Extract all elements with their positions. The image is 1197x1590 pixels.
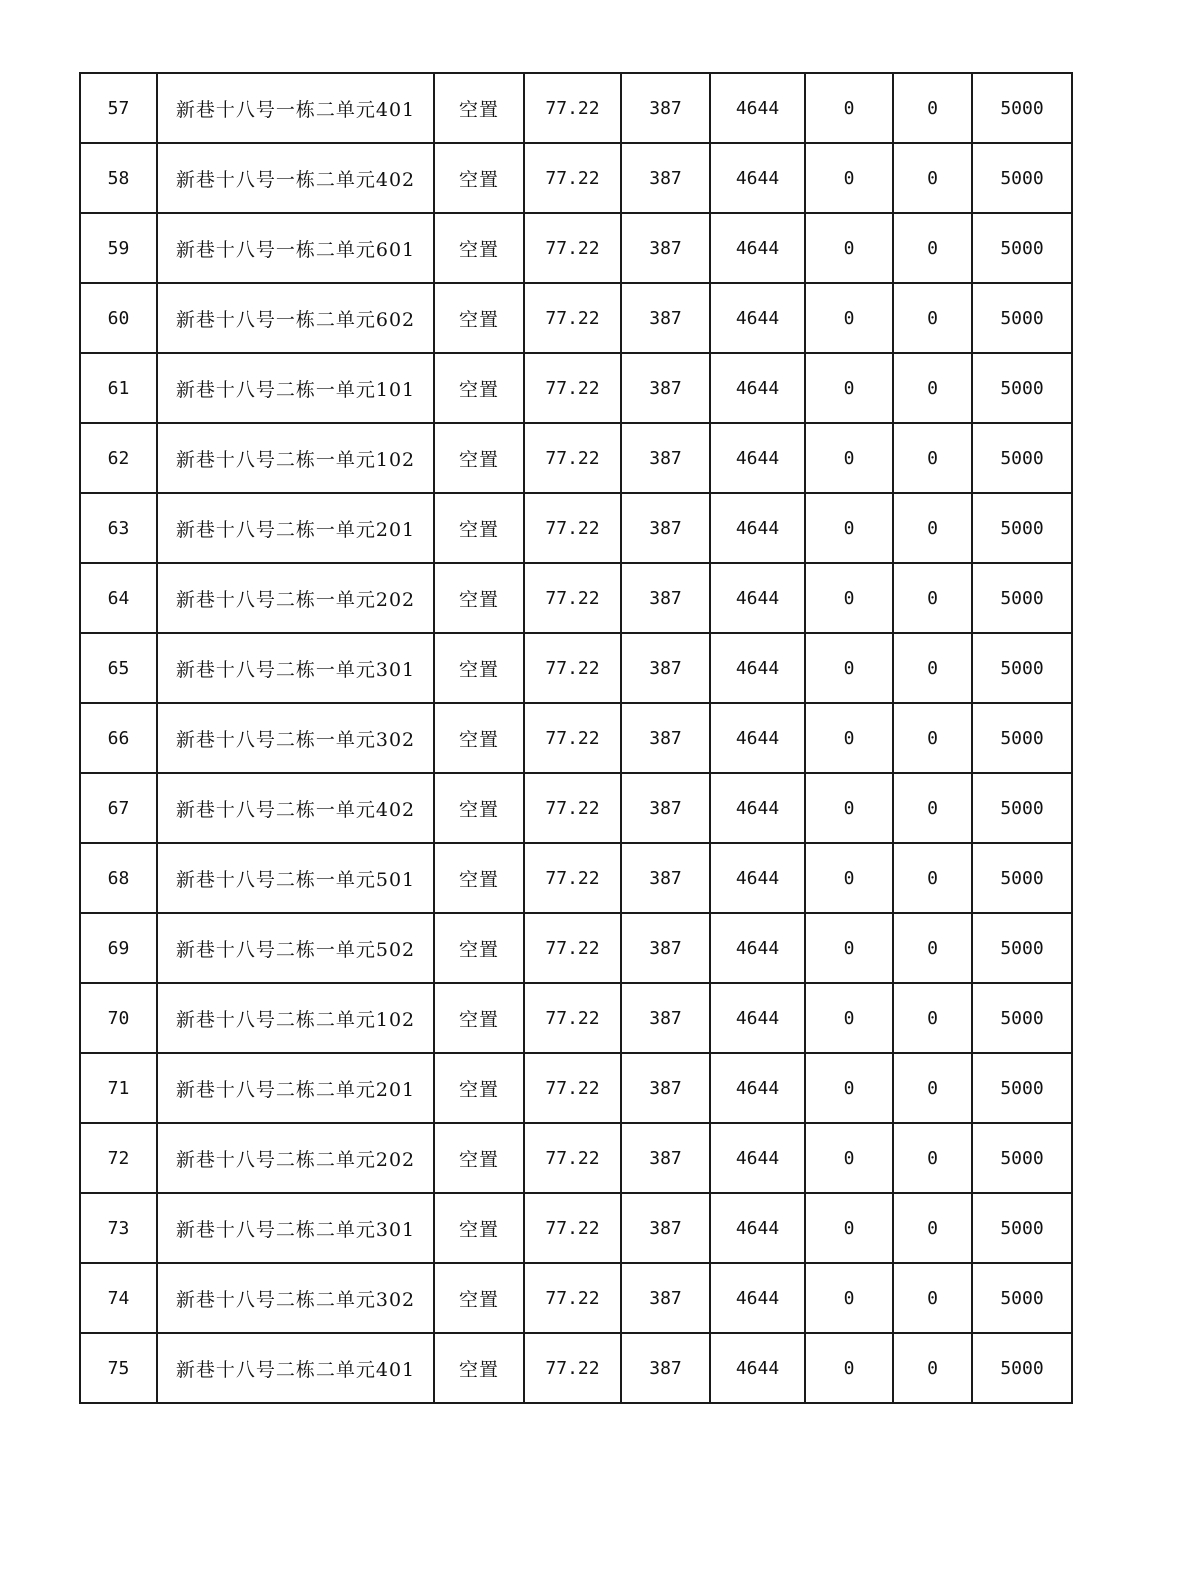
value-cell-6: 4644 <box>710 1123 805 1193</box>
value-cell-7: 0 <box>805 843 893 913</box>
address-cell: 新巷十八号二栋二单元201 <box>157 1053 434 1123</box>
area-cell: 77.22 <box>524 563 621 633</box>
area-cell: 77.22 <box>524 493 621 563</box>
status-cell: 空置 <box>434 423 524 493</box>
row-number-cell: 69 <box>80 913 157 983</box>
value-cell-8: 0 <box>893 563 972 633</box>
value-cell-9: 5000 <box>972 843 1072 913</box>
row-number-cell: 73 <box>80 1193 157 1263</box>
value-cell-8: 0 <box>893 423 972 493</box>
value-cell-6: 4644 <box>710 983 805 1053</box>
area-cell: 77.22 <box>524 633 621 703</box>
status-cell: 空置 <box>434 1333 524 1403</box>
housing-table <box>79 72 1073 1404</box>
address-cell: 新巷十八号二栋一单元501 <box>157 843 434 913</box>
address-cell: 新巷十八号一栋二单元402 <box>157 143 434 213</box>
table-row <box>80 423 1072 493</box>
address-cell: 新巷十八号二栋二单元202 <box>157 1123 434 1193</box>
area-cell: 77.22 <box>524 283 621 353</box>
value-cell-9: 5000 <box>972 1333 1072 1403</box>
value-cell-8: 0 <box>893 493 972 563</box>
table-row <box>80 353 1072 423</box>
value-cell-9: 5000 <box>972 1053 1072 1123</box>
table-row <box>80 1053 1072 1123</box>
row-number-cell: 63 <box>80 493 157 563</box>
value-cell-5: 387 <box>621 1193 710 1263</box>
value-cell-7: 0 <box>805 353 893 423</box>
row-number-cell: 60 <box>80 283 157 353</box>
value-cell-8: 0 <box>893 633 972 703</box>
value-cell-9: 5000 <box>972 423 1072 493</box>
value-cell-9: 5000 <box>972 213 1072 283</box>
area-cell: 77.22 <box>524 1053 621 1123</box>
value-cell-5: 387 <box>621 843 710 913</box>
value-cell-6: 4644 <box>710 423 805 493</box>
value-cell-6: 4644 <box>710 703 805 773</box>
status-cell: 空置 <box>434 1053 524 1123</box>
area-cell: 77.22 <box>524 423 621 493</box>
area-cell: 77.22 <box>524 703 621 773</box>
area-cell: 77.22 <box>524 1193 621 1263</box>
row-number-cell: 70 <box>80 983 157 1053</box>
address-cell: 新巷十八号二栋一单元402 <box>157 773 434 843</box>
table-row <box>80 283 1072 353</box>
value-cell-6: 4644 <box>710 1333 805 1403</box>
row-number-cell: 66 <box>80 703 157 773</box>
value-cell-9: 5000 <box>972 283 1072 353</box>
value-cell-6: 4644 <box>710 1053 805 1123</box>
value-cell-8: 0 <box>893 773 972 843</box>
value-cell-6: 4644 <box>710 633 805 703</box>
value-cell-9: 5000 <box>972 1123 1072 1193</box>
value-cell-5: 387 <box>621 353 710 423</box>
value-cell-5: 387 <box>621 633 710 703</box>
status-cell: 空置 <box>434 213 524 283</box>
address-cell: 新巷十八号一栋二单元401 <box>157 73 434 143</box>
address-cell: 新巷十八号二栋二单元401 <box>157 1333 434 1403</box>
status-cell: 空置 <box>434 773 524 843</box>
area-cell: 77.22 <box>524 143 621 213</box>
row-number-cell: 58 <box>80 143 157 213</box>
value-cell-6: 4644 <box>710 563 805 633</box>
value-cell-8: 0 <box>893 283 972 353</box>
value-cell-5: 387 <box>621 1053 710 1123</box>
status-cell: 空置 <box>434 983 524 1053</box>
value-cell-6: 4644 <box>710 913 805 983</box>
value-cell-6: 4644 <box>710 493 805 563</box>
table-row <box>80 1193 1072 1263</box>
value-cell-5: 387 <box>621 213 710 283</box>
value-cell-7: 0 <box>805 213 893 283</box>
status-cell: 空置 <box>434 1193 524 1263</box>
value-cell-8: 0 <box>893 913 972 983</box>
address-cell: 新巷十八号二栋一单元101 <box>157 353 434 423</box>
value-cell-5: 387 <box>621 73 710 143</box>
area-cell: 77.22 <box>524 983 621 1053</box>
value-cell-6: 4644 <box>710 843 805 913</box>
value-cell-5: 387 <box>621 143 710 213</box>
table-row <box>80 633 1072 703</box>
area-cell: 77.22 <box>524 213 621 283</box>
row-number-cell: 59 <box>80 213 157 283</box>
address-cell: 新巷十八号一栋二单元602 <box>157 283 434 353</box>
area-cell: 77.22 <box>524 73 621 143</box>
table-row <box>80 1333 1072 1403</box>
table-row <box>80 1123 1072 1193</box>
status-cell: 空置 <box>434 73 524 143</box>
row-number-cell: 57 <box>80 73 157 143</box>
row-number-cell: 62 <box>80 423 157 493</box>
address-cell: 新巷十八号二栋二单元302 <box>157 1263 434 1333</box>
value-cell-9: 5000 <box>972 773 1072 843</box>
value-cell-8: 0 <box>893 1053 972 1123</box>
value-cell-7: 0 <box>805 913 893 983</box>
value-cell-9: 5000 <box>972 143 1072 213</box>
value-cell-6: 4644 <box>710 1193 805 1263</box>
value-cell-7: 0 <box>805 423 893 493</box>
value-cell-5: 387 <box>621 283 710 353</box>
value-cell-5: 387 <box>621 703 710 773</box>
row-number-cell: 71 <box>80 1053 157 1123</box>
table-body <box>80 73 1072 1403</box>
value-cell-8: 0 <box>893 73 972 143</box>
table-row <box>80 213 1072 283</box>
value-cell-7: 0 <box>805 143 893 213</box>
value-cell-5: 387 <box>621 773 710 843</box>
row-number-cell: 65 <box>80 633 157 703</box>
table-row <box>80 73 1072 143</box>
value-cell-8: 0 <box>893 143 972 213</box>
status-cell: 空置 <box>434 143 524 213</box>
status-cell: 空置 <box>434 563 524 633</box>
area-cell: 77.22 <box>524 913 621 983</box>
area-cell: 77.22 <box>524 1263 621 1333</box>
value-cell-8: 0 <box>893 843 972 913</box>
value-cell-9: 5000 <box>972 703 1072 773</box>
table-row <box>80 703 1072 773</box>
table-row <box>80 773 1072 843</box>
value-cell-6: 4644 <box>710 213 805 283</box>
value-cell-9: 5000 <box>972 983 1072 1053</box>
value-cell-6: 4644 <box>710 283 805 353</box>
address-cell: 新巷十八号二栋二单元301 <box>157 1193 434 1263</box>
value-cell-7: 0 <box>805 1053 893 1123</box>
value-cell-7: 0 <box>805 563 893 633</box>
value-cell-9: 5000 <box>972 73 1072 143</box>
value-cell-9: 5000 <box>972 493 1072 563</box>
table-row <box>80 913 1072 983</box>
value-cell-9: 5000 <box>972 1193 1072 1263</box>
value-cell-9: 5000 <box>972 913 1072 983</box>
row-number-cell: 68 <box>80 843 157 913</box>
value-cell-7: 0 <box>805 493 893 563</box>
table-row <box>80 143 1072 213</box>
value-cell-5: 387 <box>621 493 710 563</box>
address-cell: 新巷十八号二栋二单元102 <box>157 983 434 1053</box>
table-row <box>80 493 1072 563</box>
status-cell: 空置 <box>434 493 524 563</box>
status-cell: 空置 <box>434 913 524 983</box>
address-cell: 新巷十八号二栋一单元202 <box>157 563 434 633</box>
value-cell-8: 0 <box>893 1333 972 1403</box>
address-cell: 新巷十八号二栋一单元102 <box>157 423 434 493</box>
value-cell-5: 387 <box>621 1333 710 1403</box>
table-row <box>80 1263 1072 1333</box>
table-row <box>80 563 1072 633</box>
value-cell-8: 0 <box>893 1263 972 1333</box>
value-cell-5: 387 <box>621 423 710 493</box>
address-cell: 新巷十八号一栋二单元601 <box>157 213 434 283</box>
value-cell-5: 387 <box>621 983 710 1053</box>
value-cell-7: 0 <box>805 983 893 1053</box>
row-number-cell: 67 <box>80 773 157 843</box>
area-cell: 77.22 <box>524 1333 621 1403</box>
value-cell-7: 0 <box>805 283 893 353</box>
value-cell-6: 4644 <box>710 773 805 843</box>
value-cell-6: 4644 <box>710 1263 805 1333</box>
address-cell: 新巷十八号二栋一单元302 <box>157 703 434 773</box>
area-cell: 77.22 <box>524 773 621 843</box>
row-number-cell: 75 <box>80 1333 157 1403</box>
status-cell: 空置 <box>434 283 524 353</box>
row-number-cell: 61 <box>80 353 157 423</box>
value-cell-8: 0 <box>893 353 972 423</box>
table-row <box>80 983 1072 1053</box>
value-cell-7: 0 <box>805 1123 893 1193</box>
status-cell: 空置 <box>434 703 524 773</box>
address-cell: 新巷十八号二栋一单元201 <box>157 493 434 563</box>
area-cell: 77.22 <box>524 1123 621 1193</box>
value-cell-9: 5000 <box>972 633 1072 703</box>
status-cell: 空置 <box>434 1263 524 1333</box>
address-cell: 新巷十八号二栋一单元301 <box>157 633 434 703</box>
value-cell-6: 4644 <box>710 143 805 213</box>
value-cell-7: 0 <box>805 1263 893 1333</box>
value-cell-9: 5000 <box>972 1263 1072 1333</box>
value-cell-8: 0 <box>893 703 972 773</box>
value-cell-7: 0 <box>805 773 893 843</box>
value-cell-7: 0 <box>805 1193 893 1263</box>
value-cell-8: 0 <box>893 1123 972 1193</box>
value-cell-6: 4644 <box>710 353 805 423</box>
value-cell-8: 0 <box>893 213 972 283</box>
address-cell: 新巷十八号二栋一单元502 <box>157 913 434 983</box>
row-number-cell: 64 <box>80 563 157 633</box>
value-cell-6: 4644 <box>710 73 805 143</box>
status-cell: 空置 <box>434 633 524 703</box>
status-cell: 空置 <box>434 1123 524 1193</box>
value-cell-5: 387 <box>621 913 710 983</box>
value-cell-5: 387 <box>621 1263 710 1333</box>
table-row <box>80 843 1072 913</box>
value-cell-8: 0 <box>893 983 972 1053</box>
value-cell-8: 0 <box>893 1193 972 1263</box>
value-cell-7: 0 <box>805 1333 893 1403</box>
value-cell-9: 5000 <box>972 353 1072 423</box>
value-cell-7: 0 <box>805 633 893 703</box>
value-cell-7: 0 <box>805 703 893 773</box>
row-number-cell: 74 <box>80 1263 157 1333</box>
value-cell-5: 387 <box>621 1123 710 1193</box>
value-cell-7: 0 <box>805 73 893 143</box>
status-cell: 空置 <box>434 353 524 423</box>
status-cell: 空置 <box>434 843 524 913</box>
area-cell: 77.22 <box>524 843 621 913</box>
row-number-cell: 72 <box>80 1123 157 1193</box>
value-cell-5: 387 <box>621 563 710 633</box>
area-cell: 77.22 <box>524 353 621 423</box>
value-cell-9: 5000 <box>972 563 1072 633</box>
